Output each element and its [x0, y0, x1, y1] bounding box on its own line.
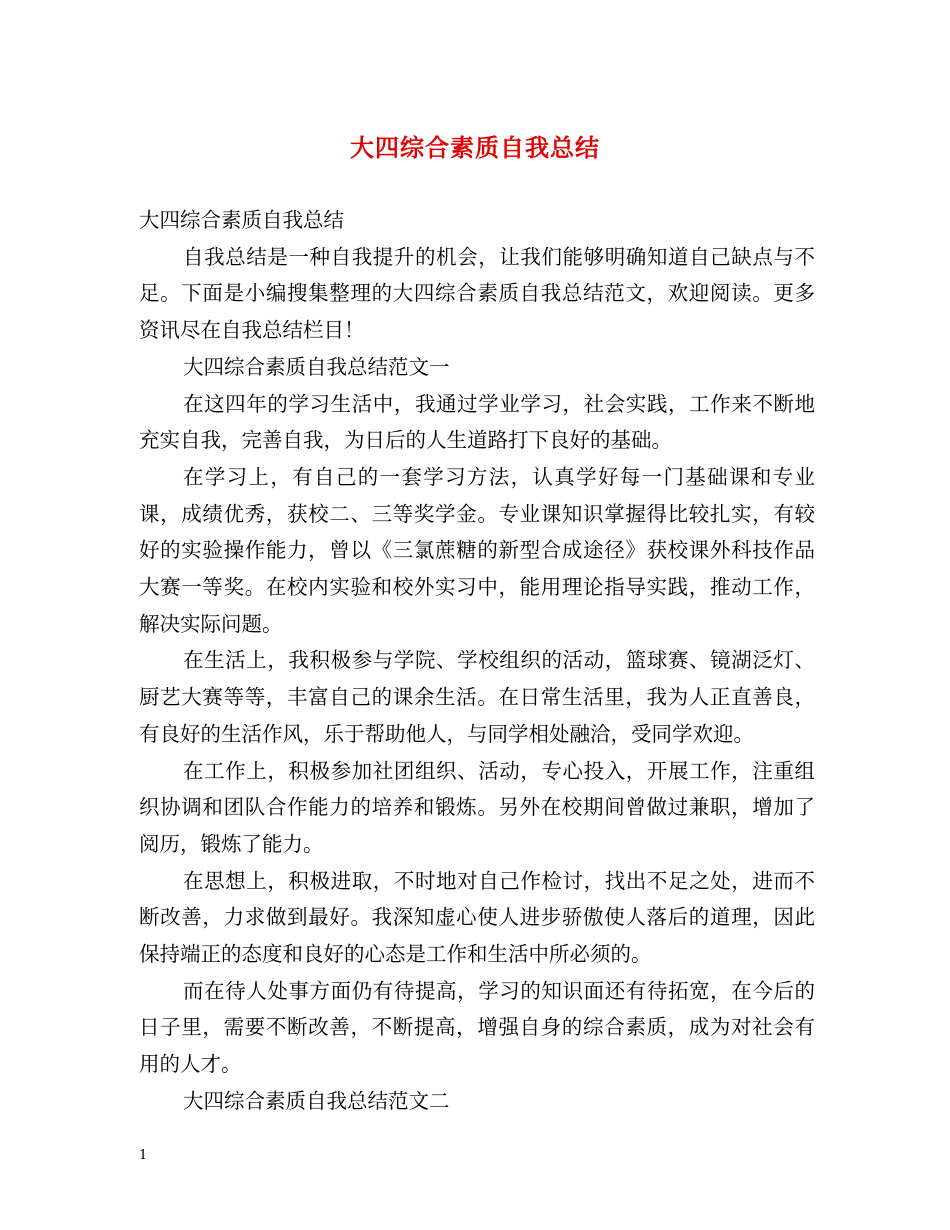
paragraph-thought: 在思想上，积极进取，不时地对自己作检讨，找出不足之处，进而不断改善，力求做到最好。我深知虚心使人进步骄傲使人落后的道理，因此保持端正的态度和良好的心态是工作和生活中所必须的。: [139, 868, 815, 967]
section-heading-one: 大四综合素质自我总结范文一: [183, 354, 450, 379]
page-number: 1: [139, 1148, 148, 1163]
paragraph-improvement: 而在待人处事方面仍有待提高，学习的知识面还有待拓宽，在今后的日子里，需要不断改善，不断提高，增强自身的综合素质，成为对社会有用的人才。: [139, 978, 815, 1077]
intro-paragraph: 自我总结是一种自我提升的机会，让我们能够明确知道自己缺点与不足。下面是小编搜集整理的大四综合素质自我总结范文，欢迎阅读。更多资讯尽在自我总结栏目！: [139, 244, 815, 343]
document-body: [139, 202, 815, 1120]
paragraph-life: 在生活上，我积极参与学院、学校组织的活动，篮球赛、镜湖泛灯、厨艺大赛等等，丰富自己的课余生活。在日常生活里，我为人正直善良，有良好的生活作风，乐于帮助他人，与同学相处融洽，受同学欢迎。: [139, 648, 815, 746]
paragraph-study: 在学习上，有自己的一套学习方法，认真学好每一门基础课和专业课，成绩优秀，获校二、三等奖学金。专业课知识掌握得比较扎实，有较好的实验操作能力，曾以《三氯蔗糖的新型合成途径》获校课外科技作品大赛一等奖。在校内实验和校外实习中，能用理论指导实践，推动工作，解决实际问题。: [139, 464, 815, 636]
section-heading-two: 大四综合素质自我总结范文二: [183, 1088, 450, 1113]
body-heading: 大四综合素质自我总结: [139, 208, 344, 232]
paragraph-work: 在工作上，积极参加社团组织、活动，专心投入，开展工作，注重组织协调和团队合作能力的培养和锻炼。另外在校期间曾做过兼职，增加了阅历，锻炼了能力。: [139, 758, 815, 856]
paragraph-overview: 在这四年的学习生活中，我通过学业学习，社会实践，工作来不断地充实自我，完善自我，为日后的人生道路打下良好的基础。: [139, 391, 815, 453]
document-title: 大四综合素质自我总结: [350, 133, 600, 162]
